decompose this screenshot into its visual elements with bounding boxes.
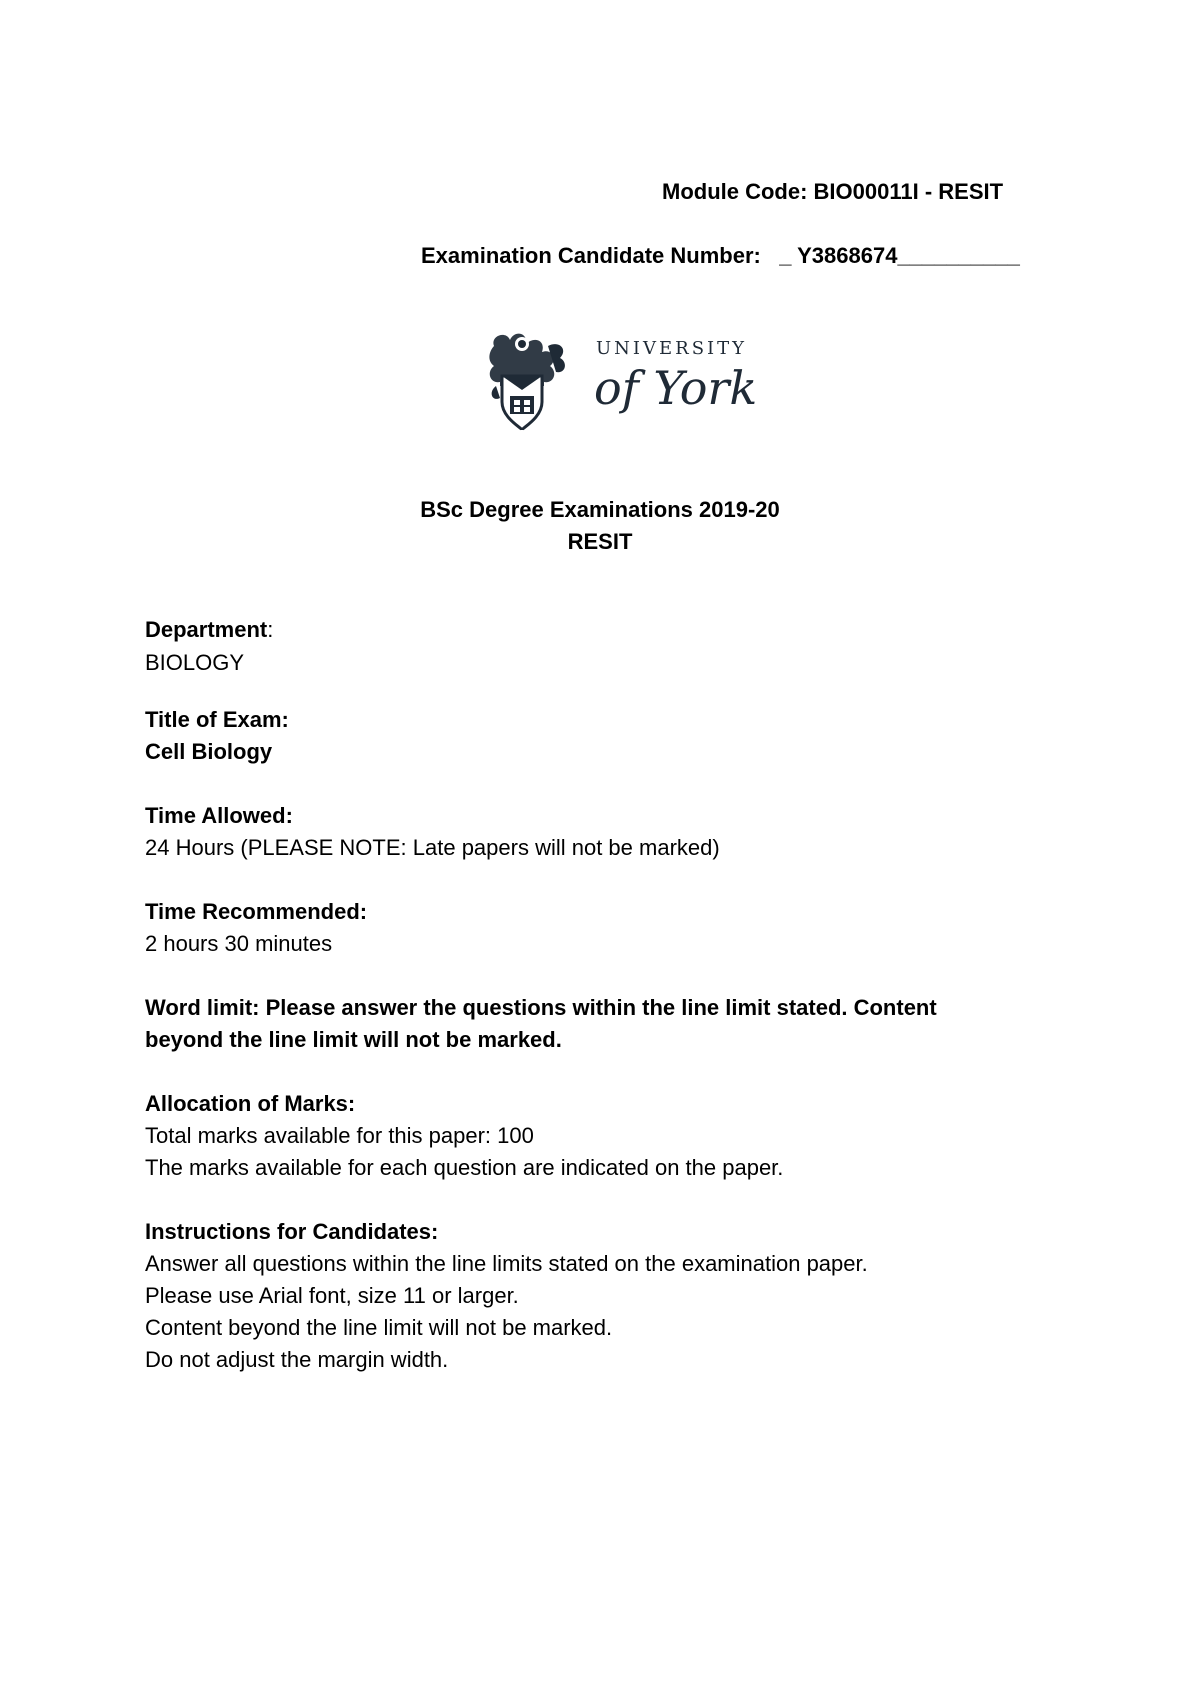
instruction-line: Answer all questions within the line limits stated on the examination paper. bbox=[145, 1251, 868, 1276]
time-recommended-label: Time Recommended: bbox=[145, 899, 368, 924]
candidate-number-label: Examination Candidate Number: bbox=[421, 243, 761, 268]
allocation-line: The marks available for each question are indicated on the paper. bbox=[145, 1155, 784, 1180]
candidate-number-row bbox=[421, 241, 1020, 271]
module-code: Module Code: BIO00011I - RESIT bbox=[662, 179, 1004, 204]
exam-title-label: Title of Exam: bbox=[145, 707, 289, 732]
department-label: Department: bbox=[145, 617, 274, 642]
logo-wordmark-top: UNIVERSITY bbox=[596, 338, 748, 359]
time-allowed-value: 24 Hours (PLEASE NOTE: Late papers will not be marked) bbox=[145, 835, 720, 860]
allocation-label: Allocation of Marks: bbox=[145, 1091, 356, 1116]
time-allowed-label: Time Allowed: bbox=[145, 803, 293, 828]
word-limit-line-2: beyond the line limit will not be marked. bbox=[145, 1027, 562, 1052]
exam-heading: BSc Degree Examinations 2019-20 bbox=[420, 497, 780, 522]
university-of-york-logo bbox=[488, 326, 758, 432]
logo-wordmark-bottom: of York bbox=[594, 361, 758, 415]
exam-title-value: Cell Biology bbox=[145, 739, 273, 764]
exam-subheading: RESIT bbox=[567, 529, 633, 554]
instruction-line: Content beyond the line limit will not be marked. bbox=[145, 1315, 613, 1340]
time-recommended-value: 2 hours 30 minutes bbox=[145, 931, 333, 956]
instruction-line: Please use Arial font, size 11 or larger. bbox=[145, 1283, 519, 1308]
allocation-line: Total marks available for this paper: 100 bbox=[145, 1123, 534, 1148]
word-limit-line-1: Word limit: Please answer the questions within the line limit stated. Content bbox=[145, 995, 937, 1020]
instruction-line: Do not adjust the margin width. bbox=[145, 1347, 449, 1372]
crest-icon bbox=[489, 334, 565, 430]
candidate-number-value: _ Y3868674__________ bbox=[779, 243, 1020, 268]
department-value: BIOLOGY bbox=[145, 650, 245, 675]
instructions-label: Instructions for Candidates: bbox=[145, 1219, 439, 1244]
